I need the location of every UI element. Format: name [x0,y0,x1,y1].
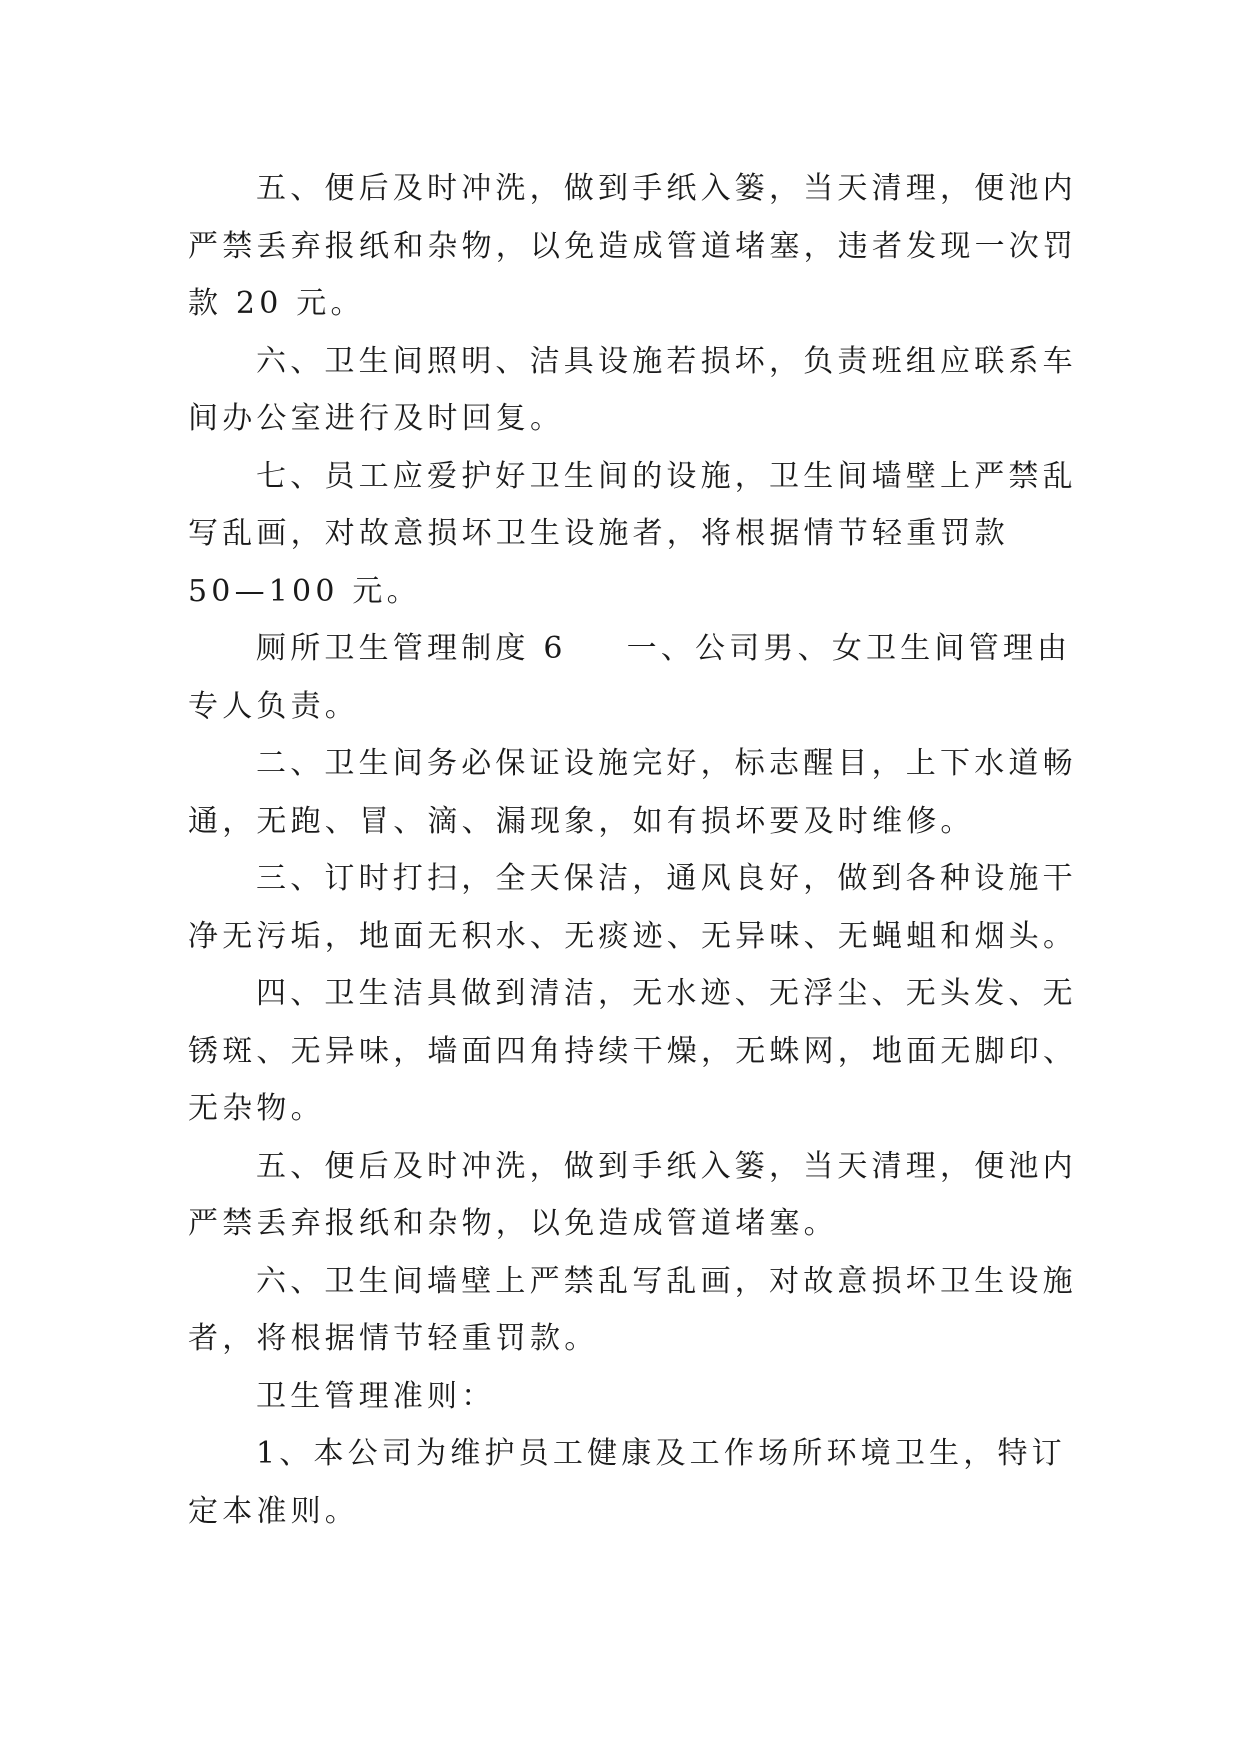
paragraph-5-flush-b [188,1138,1077,1253]
paragraph-4-fixtures [188,965,1078,1138]
text-line: 锈斑、无异味，墙面四角持续干燥，无蛛网，地面无脚印、 [188,1033,1078,1069]
text-line: 者，将根据情节轻重罚款。 [188,1321,599,1356]
text-line: 50—100 元。 [188,573,421,609]
text-line: 三、订时打扫，全天保洁，通风良好，做到各种设施干 [256,861,1077,896]
text-line: 严禁丢弃报纸和杂物，以免造成管道堵塞，违者发现一次罚 [188,228,1078,264]
text-line: 卫生管理准则： [256,1378,496,1414]
paragraph-3-cleaning [188,850,1078,965]
paragraph-6-walls [188,1253,1077,1368]
text-line: 四、卫生洁具做到清洁，无水迹、无浮尘、无头发、无 [256,976,1077,1011]
section-heading-paragraph [188,620,1072,735]
text-line: 七、员工应爱护好卫生间的设施，卫生间墙壁上严禁乱 [256,458,1077,494]
text-line: 1、本公司为维护员工健康及工作场所环境卫生，特订 [256,1436,1066,1471]
paragraph-6-repair [188,333,1077,448]
document-body [188,160,1078,1540]
guidelines-heading [188,1368,1058,1426]
text-line: 六、卫生间照明、洁具设施若损坏，负责班组应联系车 [256,343,1077,379]
text-line: 净无污垢，地面无积水、无痰迹、无异味、无蝇蛆和烟头。 [188,918,1078,954]
text-line: 定本准则。 [188,1493,359,1529]
text-line [188,620,1072,678]
paragraph-5-flush [188,160,1078,333]
text-line: 专人负责。 [188,688,359,724]
text-line: 二、卫生间务必保证设施完好，标志醒目，上下水道畅 [256,746,1077,781]
text-line: 通，无跑、冒、滴、漏现象，如有损坏要及时维修。 [188,803,975,839]
paragraph-2-facilities [188,735,1077,850]
section-heading: 厕所卫生管理制度 6 [256,631,567,666]
text-line: 款 20 元。 [188,286,365,321]
text-line: 五、便后及时冲洗，做到手纸入篓，当天清理，便池内 [256,1148,1077,1184]
text-line: 严禁丢弃报纸和杂物，以免造成管道堵塞。 [188,1206,838,1241]
text-line: 无杂物。 [188,1091,325,1126]
section-first-item: 一、公司男、女卫生间管理由 [626,631,1072,666]
text-line: 五、便后及时冲洗，做到手纸入篓，当天清理，便池内 [256,171,1077,206]
guideline-1 [188,1425,1066,1540]
paragraph-7-protect [188,448,1077,621]
text-line: 六、卫生间墙壁上严禁乱写乱画，对故意损坏卫生设施 [256,1263,1077,1299]
text-line: 写乱画，对故意损坏卫生设施者，将根据情节轻重罚款 [188,516,1009,551]
text-line: 间办公室进行及时回复。 [188,401,565,436]
